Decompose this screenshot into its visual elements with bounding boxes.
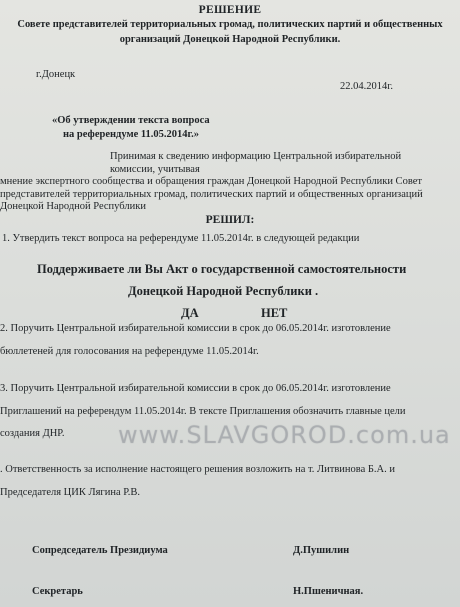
signatory-2-name: Н.Пшеничная. bbox=[293, 586, 364, 597]
intro-line-2: мнение экспертного сообщества и обращения граждан Донецкой Народной Республики Совет bbox=[0, 176, 422, 187]
signatory-1-name: Д.Пушилин bbox=[293, 545, 350, 556]
answer-no: НЕТ bbox=[261, 306, 288, 320]
item-2-line-1: 2. Поручить Центральной избирательной комиссии в срок до 06.05.2014г. изготовление bbox=[0, 323, 391, 334]
issuer-line-2: организаций Донецкой Народной Республики. bbox=[119, 34, 341, 45]
intro-paragraph bbox=[0, 151, 448, 214]
item-4-line-1: . Ответственность за исполнение настоящего решения возложить на т. Литвинова Б.А. и bbox=[0, 464, 396, 475]
document-title: РЕШЕНИЕ bbox=[198, 4, 262, 16]
resolved-heading: РЕШИЛ: bbox=[205, 214, 255, 226]
signatory-2-role: Секретарь bbox=[32, 586, 83, 597]
subject-line-2: на референдуме 11.05.2014г.» bbox=[63, 129, 200, 140]
subject-line-1: «Об утверждении текста вопроса bbox=[52, 115, 210, 126]
intro-line-4: Донецкой Народной Республики bbox=[0, 201, 146, 212]
item-4-line-2: Председателя ЦИК Лягина Р.В. bbox=[0, 487, 141, 498]
item-3-line-1: 3. Поручить Центральной избирательной комиссии в срок до 06.05.2014г. изготовление bbox=[0, 383, 391, 394]
item-1: 1. Утвердить текст вопроса на референдуме 11.05.2014г. в следующей редакции bbox=[2, 233, 360, 244]
answer-yes: ДА bbox=[181, 306, 199, 320]
signatory-1-role: Сопредседатель Президиума bbox=[32, 545, 168, 556]
issuer-line-1: Совете представителей территориальных громад, политических партий и общественных bbox=[17, 19, 443, 30]
referendum-question-line-2: Донецкой Народной Республики . bbox=[128, 284, 319, 298]
document-date: 22.04.2014г. bbox=[340, 81, 393, 92]
intro-line-3: представителей территориальных громад, политических партий и общественных организаций bbox=[0, 188, 423, 200]
item-3-line-2: Приглашений на референдум 11.05.2014г. В тексте Приглашения обозначить главные цели bbox=[0, 406, 406, 417]
site-watermark: www.SLAVGOROD.com.ua bbox=[118, 421, 451, 449]
item-3-line-3: создания ДНР. bbox=[0, 428, 65, 439]
item-2-line-2: бюллетеней для голосования на референдуме 11.05.2014г. bbox=[0, 346, 259, 357]
document-city: г.Донецк bbox=[36, 69, 76, 80]
referendum-question-line-1: Поддерживаете ли Вы Акт о государственной самостоятельности bbox=[37, 262, 407, 276]
intro-line-1: Принимая к сведению информацию Центральной избирательной комиссии, учитывая bbox=[110, 151, 402, 175]
